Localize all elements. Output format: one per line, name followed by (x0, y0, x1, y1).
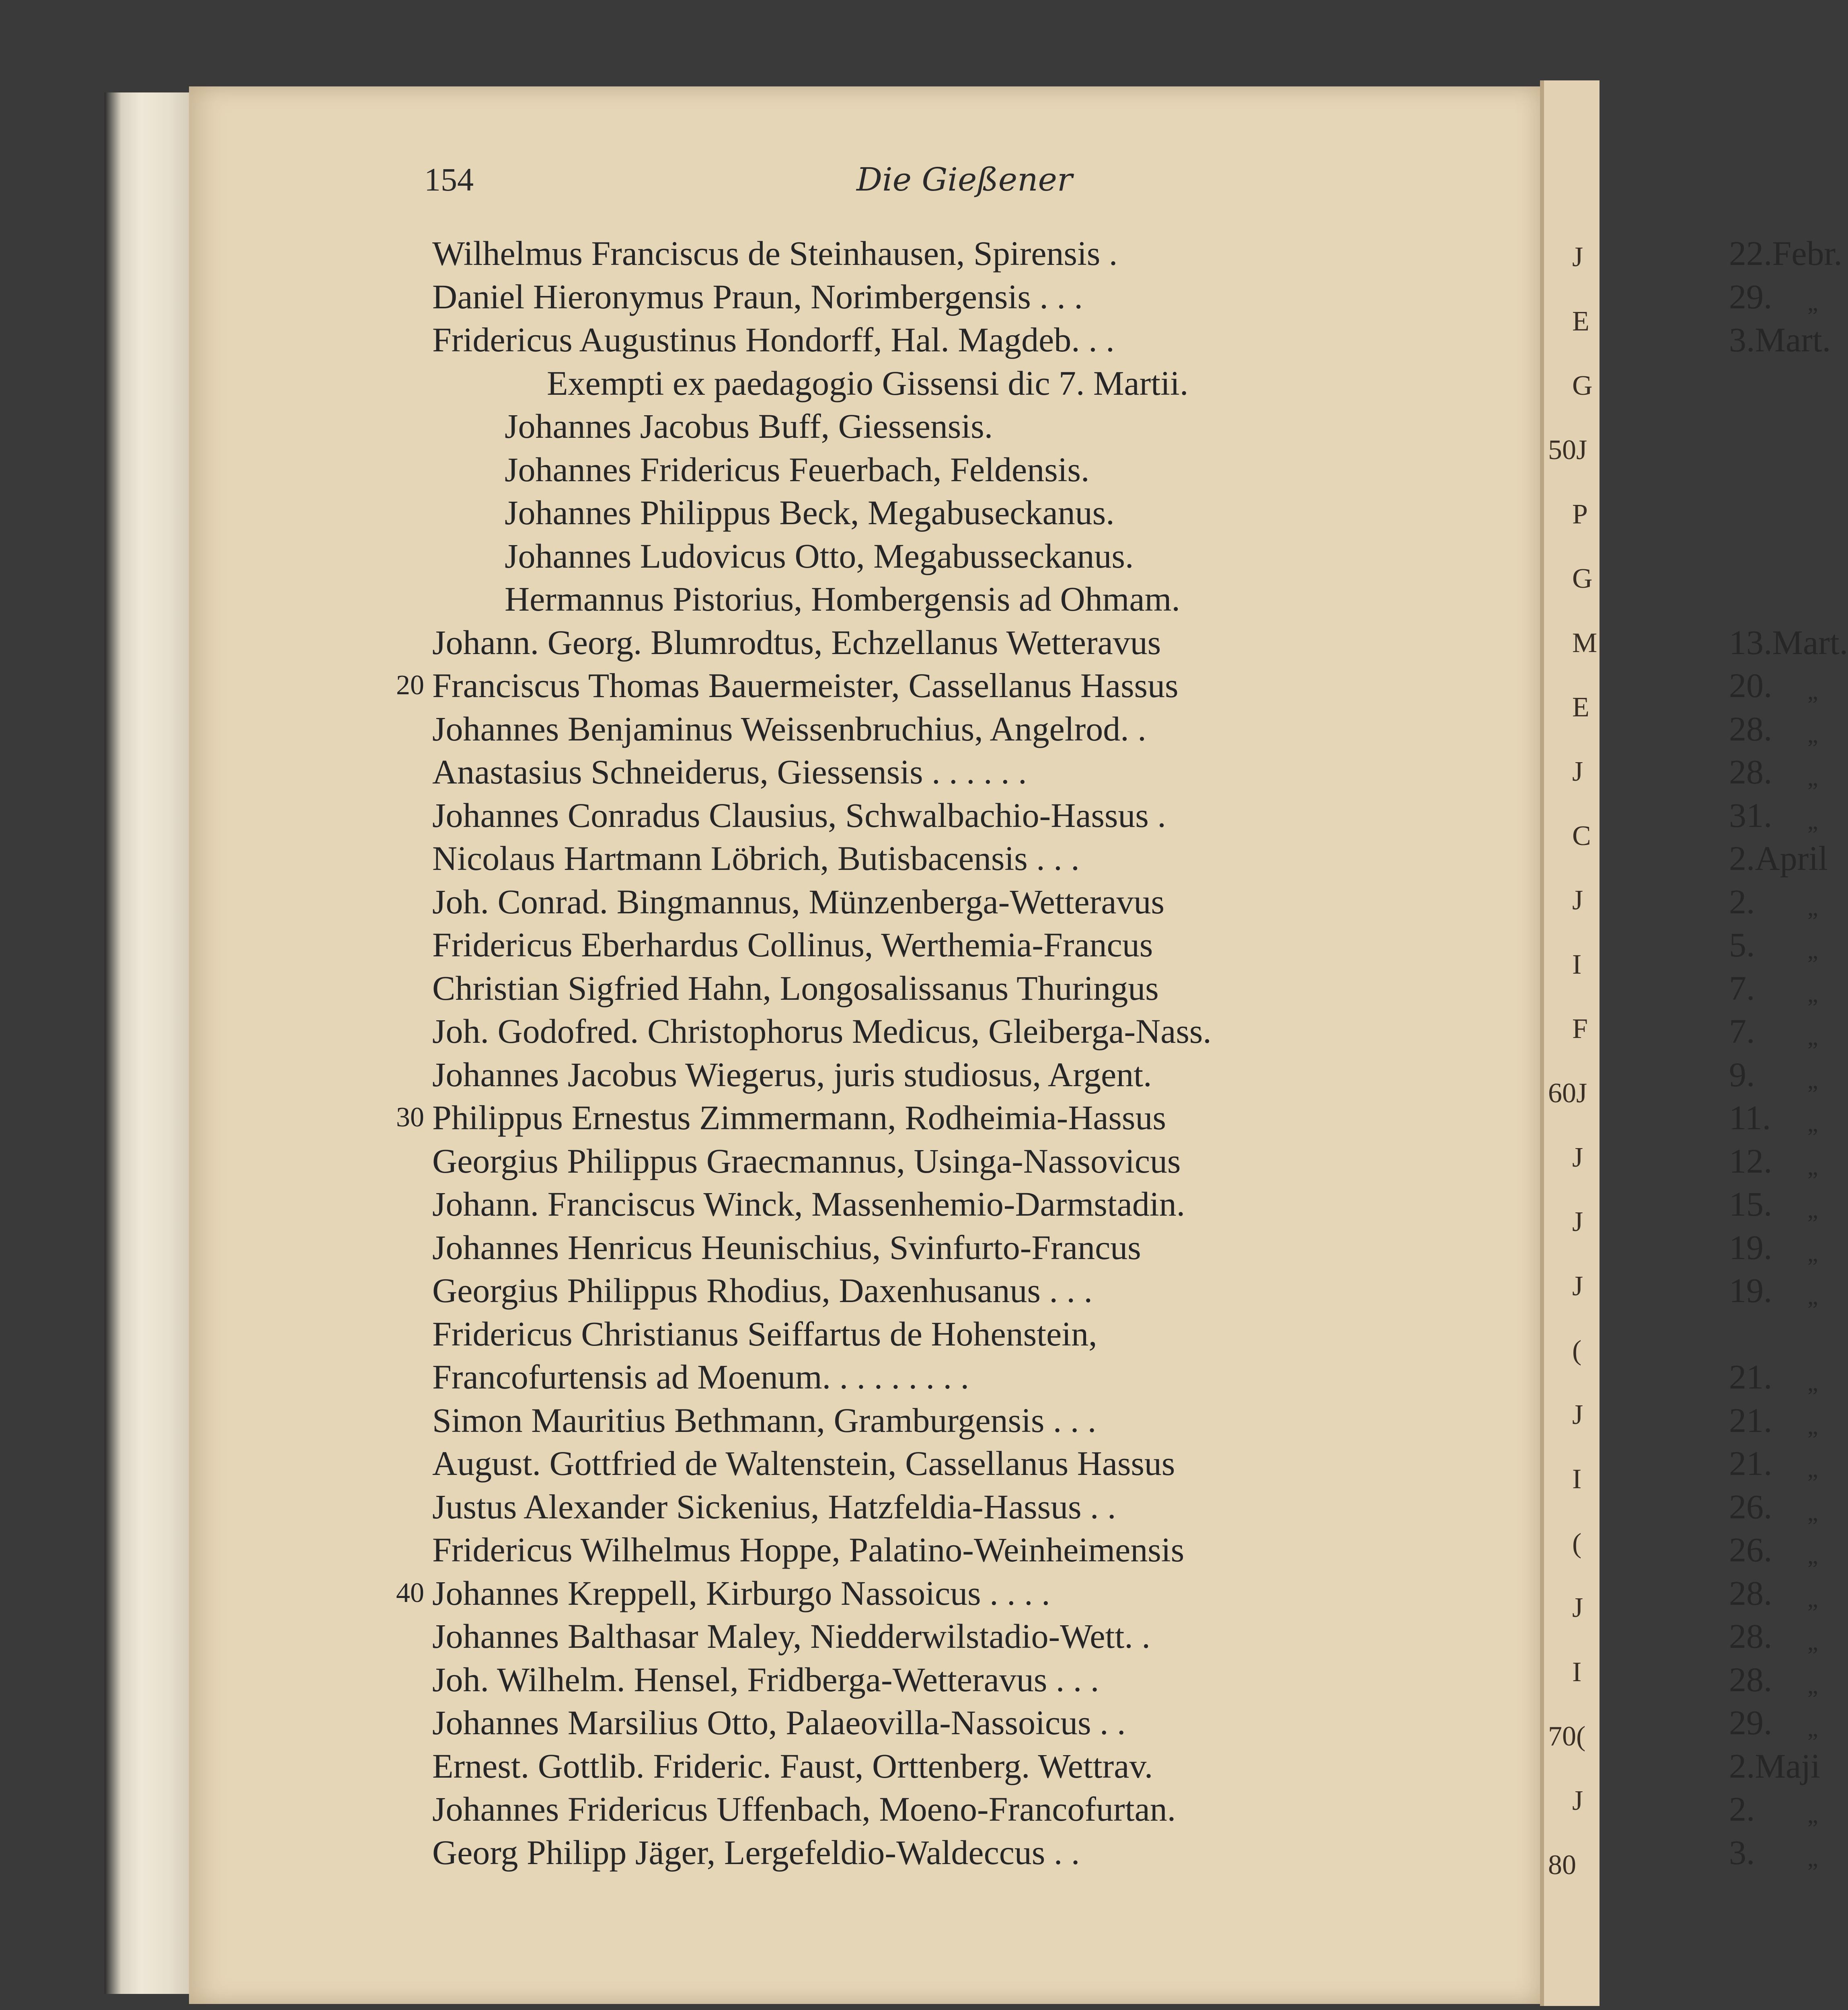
enrollment-date: 26. (1729, 1487, 1772, 1526)
ditto-mark: „ (1807, 1413, 1818, 1439)
exempti-item: Johannes Jacobus Buff, Giessensis. (505, 407, 993, 445)
facing-page-fragment: I (1572, 949, 1582, 980)
exempti-item: Hermannus Pistorius, Hombergensis ad Ohmam. (505, 580, 1181, 618)
student-name: Francofurtensis ad Moenum. . . . . . . . . (432, 1358, 969, 1396)
ditto-mark: „ (1807, 1585, 1818, 1612)
facing-page-fragment: 60J (1548, 1078, 1587, 1109)
enrollment-date: 21. (1729, 1358, 1772, 1396)
enrollment-date: 20. (1729, 666, 1772, 705)
student-name: Fridericus Augustinus Hondorff, Hal. Magdeb. . . (432, 320, 1115, 359)
ditto-mark: „ (1807, 1153, 1818, 1180)
enrollment-date: 28. (1729, 1617, 1772, 1655)
student-name: Fridericus Christianus Seiffartus de Hohenstein, (432, 1315, 1097, 1353)
student-name: Nicolaus Hartmann Löbrich, Butisbacensis . . . (432, 839, 1080, 878)
student-name: Johannes Benjaminus Weissenbruchius, Angelrod. . (432, 710, 1146, 748)
enrollment-date: 7. (1729, 1012, 1755, 1050)
student-name: Johann. Franciscus Winck, Massenhemio-Darmstadin. (432, 1185, 1185, 1223)
student-name: Simon Mauritius Bethmann, Gramburgensis . . . (432, 1401, 1096, 1440)
facing-page-fragment: J (1572, 1399, 1583, 1430)
enrollment-date: 29. (1729, 1703, 1772, 1742)
facing-page-fragment: P (1572, 499, 1588, 530)
ditto-mark: „ (1807, 1456, 1818, 1482)
student-name: Anastasius Schneiderus, Giessensis . . . . . . (432, 753, 1027, 791)
book-edge (105, 92, 197, 1994)
student-name: Justus Alexander Sickenius, Hatzfeldia-Hassus . . (432, 1487, 1116, 1526)
facing-page-fragment: E (1572, 692, 1589, 723)
student-name: Johannes Balthasar Maley, Niedderwilstadio-Wett. . (432, 1617, 1150, 1655)
student-name: Johannes Conradus Clausius, Schwalbachio-Hassus . (432, 796, 1166, 835)
ditto-mark: „ (1807, 1629, 1818, 1655)
enrollment-date: 21. (1729, 1444, 1772, 1483)
ditto-mark: „ (1807, 1369, 1818, 1396)
student-name: August. Gottfried de Waltenstein, Cassellanus Hassus (432, 1444, 1175, 1483)
enrollment-date: 2.Maji (1729, 1747, 1820, 1785)
ditto-mark: „ (1807, 764, 1818, 791)
student-name: Georgius Philippus Rhodius, Daxenhusanus . . . (432, 1271, 1092, 1310)
ditto-mark: „ (1807, 678, 1818, 704)
enrollment-date: 12. (1729, 1142, 1772, 1180)
facing-page-fragment: 70( (1548, 1721, 1586, 1752)
student-name: Daniel Hieronymus Praun, Norimbergensis . . . (432, 277, 1083, 316)
ditto-mark: „ (1807, 289, 1818, 316)
enrollment-date: 28. (1729, 710, 1772, 748)
student-name: Joh. Godofred. Christophorus Medicus, Gleiberga-Nass. (432, 1012, 1211, 1050)
ditto-mark: „ (1807, 1283, 1818, 1309)
facing-page-fragment: J (1572, 756, 1583, 787)
student-name: Joh. Conrad. Bingmannus, Münzenberga-Wetteravus (432, 882, 1164, 921)
ditto-mark: „ (1807, 1196, 1818, 1223)
facing-page-fragment: 50J (1548, 435, 1587, 466)
line-number: 20 (396, 670, 424, 701)
enrollment-date: 19. (1729, 1271, 1772, 1310)
student-name: Fridericus Wilhelmus Hoppe, Palatino-Weinheimensis (432, 1530, 1185, 1569)
page-number: 154 (424, 161, 474, 198)
enrollment-date: 19. (1729, 1228, 1772, 1267)
section-note: Exempti ex paedagogio Gissensi dic 7. Martii. (547, 364, 1189, 402)
facing-page-fragment: I (1572, 1657, 1582, 1688)
student-name: Christian Sigfried Hahn, Longosalissanus Thuringus (432, 969, 1159, 1007)
exempti-item: Johannes Ludovicus Otto, Megabusseckanus. (505, 537, 1134, 575)
facing-page-fragment: ( (1572, 1335, 1582, 1366)
ditto-mark: „ (1807, 1801, 1818, 1828)
ditto-mark: „ (1807, 1023, 1818, 1050)
enrollment-date: 29. (1729, 277, 1772, 316)
student-name: Johannes Marsilius Otto, Palaeovilla-Nassoicus . . (432, 1703, 1126, 1742)
enrollment-date: 2. (1729, 1790, 1755, 1828)
student-name: Ernest. Gottlib. Frideric. Faust, Orttenberg. Wettrav. (432, 1747, 1153, 1785)
student-name: Franciscus Thomas Bauermeister, Cassellanus Hassus (432, 666, 1179, 705)
facing-page-fragment: J (1572, 1271, 1583, 1302)
student-name: Fridericus Eberhardus Collinus, Werthemia-Francus (432, 925, 1153, 964)
enrollment-date: 3. (1729, 1833, 1755, 1872)
page-header (424, 161, 1423, 209)
enrollment-date: 13.Mart. (1729, 623, 1848, 662)
facing-page-edge (1540, 80, 1600, 2006)
facing-page-fragment: 80 (1548, 1850, 1576, 1881)
facing-page-fragment: J (1572, 1142, 1583, 1173)
ditto-mark: „ (1807, 808, 1818, 834)
enrollment-date: 28. (1729, 1574, 1772, 1612)
facing-page-fragment: E (1572, 306, 1589, 337)
facing-page-fragment: J (1572, 1592, 1583, 1623)
enrollment-date: 9. (1729, 1055, 1755, 1094)
enrollment-date: 2.April (1729, 839, 1828, 878)
student-name: Georgius Philippus Graecmannus, Usinga-Nassovicus (432, 1142, 1181, 1180)
enrollment-date: 26. (1729, 1530, 1772, 1569)
ditto-mark: „ (1807, 1845, 1818, 1871)
running-head: Die Gießener (856, 161, 1073, 198)
enrollment-date: 31. (1729, 796, 1772, 835)
student-name: Joh. Wilhelm. Hensel, Fridberga-Wetteravus . . . (432, 1660, 1099, 1699)
enrollment-date: 28. (1729, 753, 1772, 791)
facing-page-fragment: G (1572, 563, 1593, 594)
enrollment-date: 21. (1729, 1401, 1772, 1440)
facing-page-fragment: J (1572, 885, 1583, 916)
enrollment-date: 22.Febr. (1729, 234, 1842, 273)
ditto-mark: „ (1807, 1499, 1818, 1526)
facing-page-fragment: I (1572, 1464, 1582, 1495)
student-name: Philippus Ernestus Zimmermann, Rodheimia-Hassus (432, 1098, 1166, 1137)
enrollment-date: 2. (1729, 882, 1755, 921)
exempti-item: Johannes Fridericus Feuerbach, Feldensis. (505, 450, 1090, 489)
student-name: Johannes Henricus Heunischius, Svinfurto-Francus (432, 1228, 1141, 1267)
facing-page-fragment: F (1572, 1013, 1588, 1044)
ditto-mark: „ (1807, 937, 1818, 964)
student-name: Johann. Georg. Blumrodtus, Echzellanus Wetteravus (432, 623, 1161, 662)
enrollment-date: 3.Mart. (1729, 320, 1831, 359)
ditto-mark: „ (1807, 1672, 1818, 1698)
facing-page-fragment: J (1572, 1785, 1583, 1816)
ditto-mark: „ (1807, 1542, 1818, 1569)
enrollment-date: 5. (1729, 925, 1755, 964)
student-name: Georg Philipp Jäger, Lergefeldio-Waldeccus . . (432, 1833, 1080, 1872)
ditto-mark: „ (1807, 1067, 1818, 1093)
line-number: 40 (396, 1577, 424, 1608)
ditto-mark: „ (1807, 980, 1818, 1007)
student-name: Wilhelmus Franciscus de Steinhausen, Spirensis . (432, 234, 1118, 273)
ditto-mark: „ (1807, 1240, 1818, 1266)
ditto-mark: „ (1807, 894, 1818, 921)
enrollment-date: 15. (1729, 1185, 1772, 1223)
facing-page-fragment: M (1572, 628, 1597, 658)
student-name: Johannes Fridericus Uffenbach, Moeno-Francofurtan. (432, 1790, 1176, 1828)
line-number: 30 (396, 1102, 424, 1133)
facing-page-fragment: C (1572, 820, 1591, 851)
exempti-item: Johannes Philippus Beck, Megabuseckanus. (505, 493, 1115, 532)
ditto-mark: „ (1807, 1715, 1818, 1741)
facing-page-fragment: G (1572, 370, 1593, 401)
enrollment-date: 7. (1729, 969, 1755, 1007)
ditto-mark: „ (1807, 721, 1818, 748)
enrollment-date: 11. (1729, 1098, 1771, 1137)
facing-page-fragment: J (1572, 1206, 1583, 1237)
student-name: Johannes Kreppell, Kirburgo Nassoicus . . . . (432, 1574, 1050, 1612)
enrollment-date: 28. (1729, 1660, 1772, 1699)
facing-page-fragment: J (1572, 242, 1583, 273)
ditto-mark: „ (1807, 1110, 1818, 1136)
student-name: Johannes Jacobus Wiegerus, juris studiosus, Argent. (432, 1055, 1152, 1094)
facing-page-fragment: ( (1572, 1528, 1582, 1559)
